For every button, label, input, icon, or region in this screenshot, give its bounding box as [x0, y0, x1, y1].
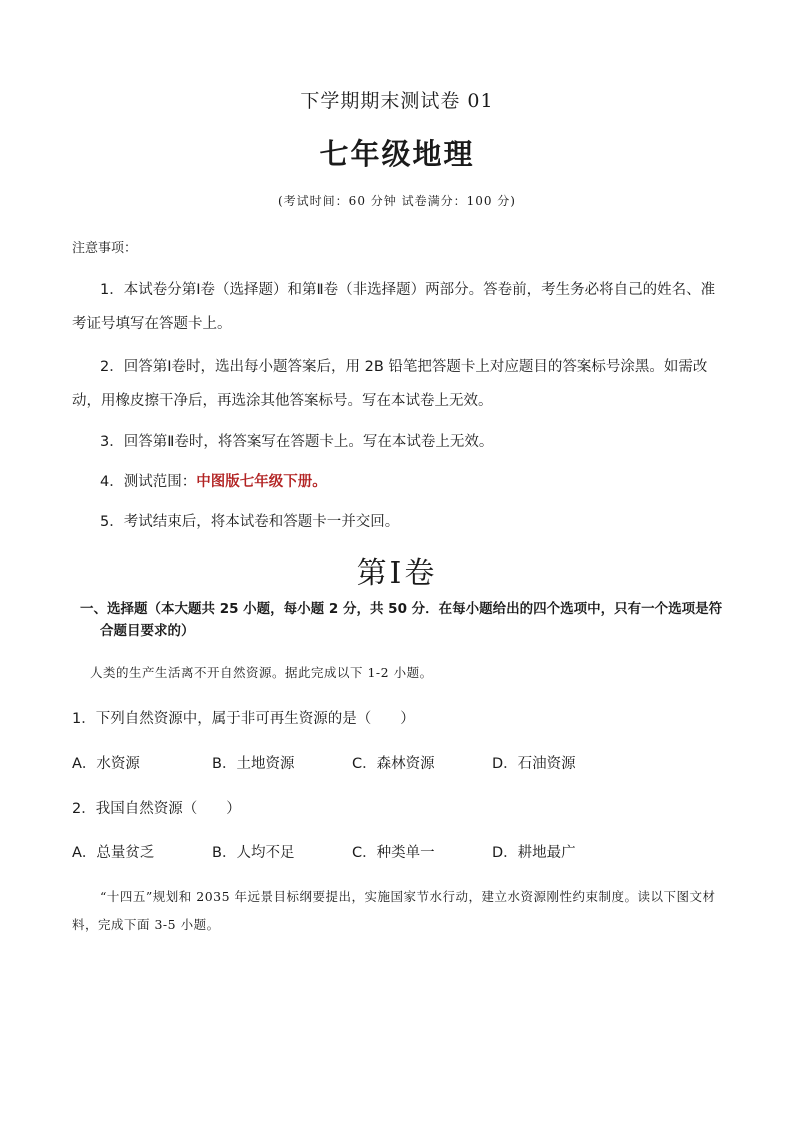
- question-1-stem: 1．下列自然资源中，属于非可再生资源的是（ ）: [72, 711, 415, 727]
- test-scope-highlight: 中图版七年级下册。: [196, 474, 327, 490]
- exam-series-title: 下学期期末测试卷 01: [300, 90, 494, 112]
- exam-subject-title: 七年级地理: [319, 137, 475, 171]
- question-group-intro-2: “十四五”规划和 2035 年远景目标纲要提出，实施国家节水行动，建立水资源刚性约束制度。读以下图文材料，完成下面 3-5 小题。: [72, 889, 716, 932]
- note-item-2: 2．回答第Ⅰ卷时，选出每小题答案后，用 2B 铅笔把答题卡上对应题目的答案标号涂黑。如需改动，用橡皮擦干净后，再选涂其他答案标号。写在本试卷上无效。: [72, 359, 708, 409]
- option-d: D．石油资源: [492, 756, 576, 772]
- note-item-5: 5．考试结束后，将本试卷和答题卡一并交回。: [100, 514, 400, 530]
- option-d: D．耕地最广: [492, 845, 576, 861]
- option-b: B．土地资源: [212, 756, 295, 772]
- option-b: B．人均不足: [212, 845, 295, 861]
- option-a: A．总量贫乏: [72, 845, 155, 861]
- option-c: C．种类单一: [352, 845, 435, 861]
- note-item-1: 1．本试卷分第Ⅰ卷（选择题）和第Ⅱ卷（非选择题）两部分。答卷前，考生务必将自己的姓名、准考证号填写在答题卡上。: [72, 282, 716, 332]
- exam-time-and-score: (考试时间：60 分钟 试卷满分：100 分): [278, 194, 516, 208]
- notes-heading: 注意事项：: [72, 241, 138, 256]
- note-item-4-prefix: 4．测试范围：: [100, 474, 197, 490]
- option-c: C．森林资源: [352, 756, 435, 772]
- question-2-stem: 2．我国自然资源（ ）: [72, 801, 241, 817]
- note-item-4: [72, 465, 724, 499]
- question-group-intro-1: 人类的生产生活离不开自然资源。据此完成以下 1-2 小题。: [90, 665, 433, 680]
- section-heading: 一、选择题（本大题共 25 小题，每小题 2 分，共 50 分．在每小题给出的四个选项中，只有一个选项是符合题目要求的）: [80, 601, 723, 639]
- option-a: A．水资源: [72, 756, 140, 772]
- note-item-3: 3．回答第Ⅱ卷时，将答案写在答题卡上。写在本试卷上无效。: [100, 434, 494, 450]
- volume-title: 第Ⅰ卷: [356, 556, 438, 591]
